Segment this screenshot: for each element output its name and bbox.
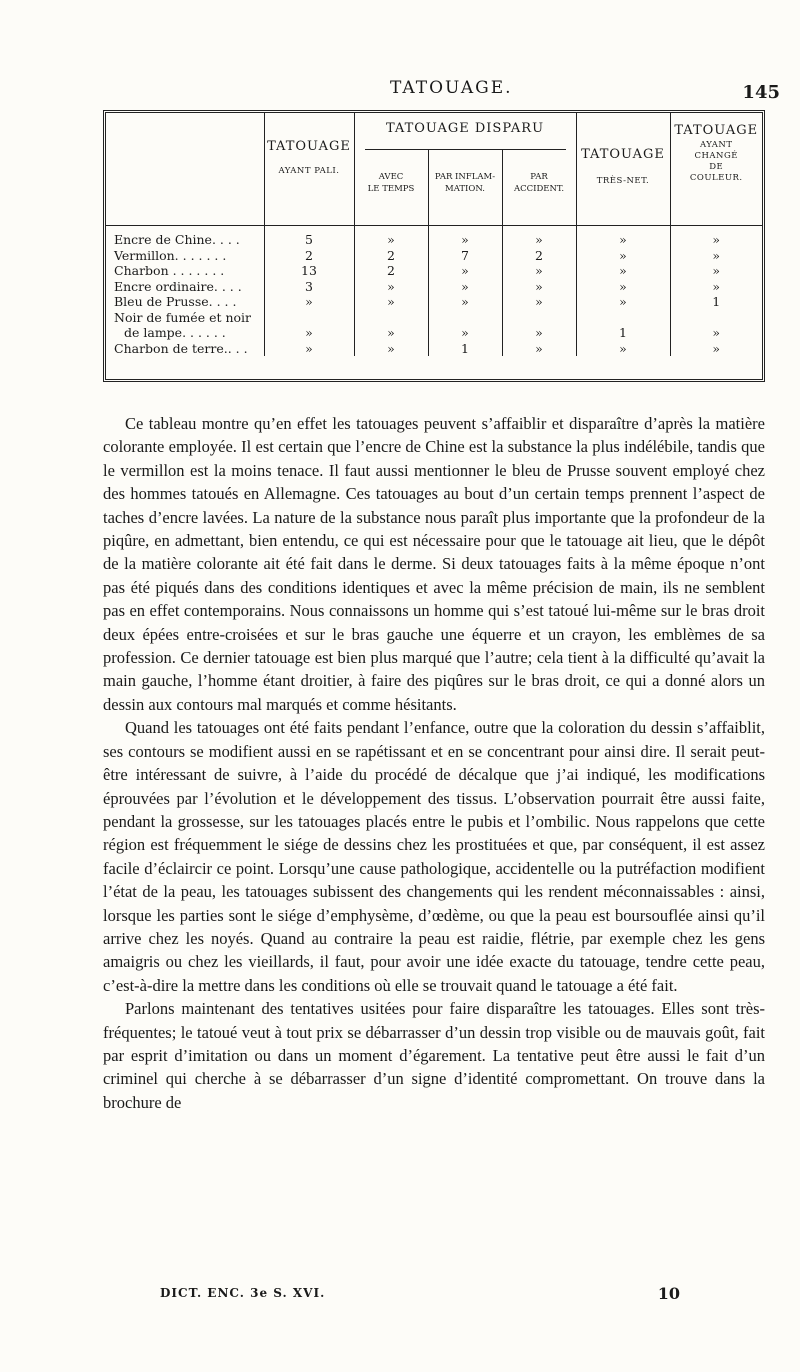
running-title: TATOUAGE.	[390, 78, 513, 98]
col-avec-temps-values: » 2 2 » » » »	[354, 226, 428, 357]
col-header-avec-temps: AVEC LE TEMPS	[367, 172, 415, 194]
running-head	[100, 78, 780, 104]
signature-number: 10	[657, 1284, 680, 1303]
row-label: de lampe. . . . . .	[124, 325, 226, 340]
row-label: Encre de Chine. . . .	[114, 232, 240, 247]
col-header-accident: PAR ACCIDENT.	[502, 150, 576, 225]
paragraph: Parlons maintenant des tentatives usitées pour faire disparaître les tatouages. Elles sont très-fréquentes; le tatoué veut à tout prix se débarrasser d’un dessin trop visible ou de mauvais goût, fait par esprit d’imitation ou dans un moment d’égarement. La tentative peut être aussi le fait d’un criminel qui cherche à se débarrasser d’un signe d’identité compromettant. On trouve dans la brochure de	[103, 999, 765, 1112]
col-tres-net-values: » » » » » 1 »	[576, 226, 670, 357]
col-accident-values: » 2 » » » » »	[502, 226, 576, 357]
col-header-inflammation: PAR INFLAM- MATION.	[428, 150, 502, 225]
paragraph: Ce tableau montre qu’en effet les tatouages peuvent s’affaiblir et disparaître d’après la matière colorante employée. Il est certain que l’encre de Chine est la substance la plus indélébile, tandis que le vermillon est la moins tenace. Il faut aussi mentionner le bleu de Prusse souvent employé chez des hommes tatoués en Allemagne. Ces tatouages au bout d’un certain temps prennent l’aspect de taches d’encre lavées. La nature de la substance nous paraît plus importante que la profondeur de la piqûre, en admettant, bien entendu, ce qui est nécessaire pour que le tatouage ait lieu, que le dépôt de la matière colorante ait été fait dans le derme. Si deux tatouages faits à la même époque n’ont pas été piqués dans des conditions identiques et avec la même précision de main, ils ne semblent pas en effet contemporains. Nous connaissons un homme qui s’est tatoué lui-même sur le bras droit deux épées entre-croisées et sur le bras gauche une équerre et un crayon, les emblèmes de sa profession. Ce dernier tatouage est bien plus marqué que l’autre; cela tient à la difficulté qu’avait la main gauche, l’homme étant droitier, à faire des piqûres sur le bras droit, ce qui a donné alors un dessin aux contours mal marqués et comme hésitants.	[103, 414, 765, 714]
col-couleur-values: » » » » 1 » »	[670, 226, 762, 357]
row-label: Charbon de terre.. . .	[114, 340, 248, 356]
row-labels	[106, 226, 264, 357]
col-header-tres-net: TATOUAGE TRÈS-NET.	[576, 113, 670, 226]
page-number: 145	[742, 82, 780, 103]
paragraph: Quand les tatouages ont été faits pendant l’enfance, outre que la coloration du dessin s’affaiblit, ses contours se modifient aussi en se rapétissant et en se concentrant pour ainsi dire. Il serait peut-être intéressant de suivre, à l’aide du procédé de décalque que j’ai indiqué, les modifications éprouvées par l’évolution et le développement des tissus. L’observation pourrait être aussi faite, pendant la grossesse, sur les tatouages placés entre le pubis et l’ombilic. Nous rappelons que cette région est fréquemment le siége de dessins chez les prostituées et que, par conséquent, il est assez facile d’éclaircir ce point. Lorsqu’une cause pathologique, accidentelle ou la putréfaction modifient l’état de la peau, les tatouages subissent des changements qui les rendent méconnaissables : ainsi, lorsque les parties sont le siége d’emphysème, d’œdème, ou que la peau est boursouflée ainsi qu’il arrive chez les noyés. Quand au contraire la peau est raidie, flétrie, par exemple chez les gens amaigris ou chez les vieillards, il faut, pour avoir une idée exacte du tatouage, tendre cette peau, c’est-à-dire la mettre dans les conditions où elle se trouvait quand le tatouage a été fait.	[103, 718, 765, 995]
row-label: Vermillon. . . . . . .	[114, 247, 227, 263]
col-pali-values: 5 2 13 3 » » »	[264, 226, 354, 357]
body-text	[103, 412, 765, 1114]
row-label: Encre ordinaire. . . .	[114, 278, 242, 294]
col-header-pali: TATOUAGE AYANT PALI.	[264, 113, 354, 226]
header-blank	[106, 113, 264, 226]
tattoo-table	[103, 110, 765, 382]
col-header-disparu: TATOUAGE DISPARU AVEC LE TEMPS PAR INFLAM- MATION. PAR ACCIDENT.	[354, 113, 576, 226]
row-label: Charbon . . . . . . .	[114, 263, 225, 278]
signature-mark: DICT. ENC. 3e S. XVI.	[160, 1286, 326, 1300]
page-footer	[160, 1284, 680, 1308]
row-label: Bleu de Prusse. . . .	[114, 294, 237, 309]
col-inflammation-values: » 7 » » » » 1	[428, 226, 502, 357]
col-header-couleur: TATOUAGE AYANT CHANGÉ DE COULEUR.	[670, 113, 762, 226]
row-label: Noir de fumée et noir	[114, 309, 252, 325]
